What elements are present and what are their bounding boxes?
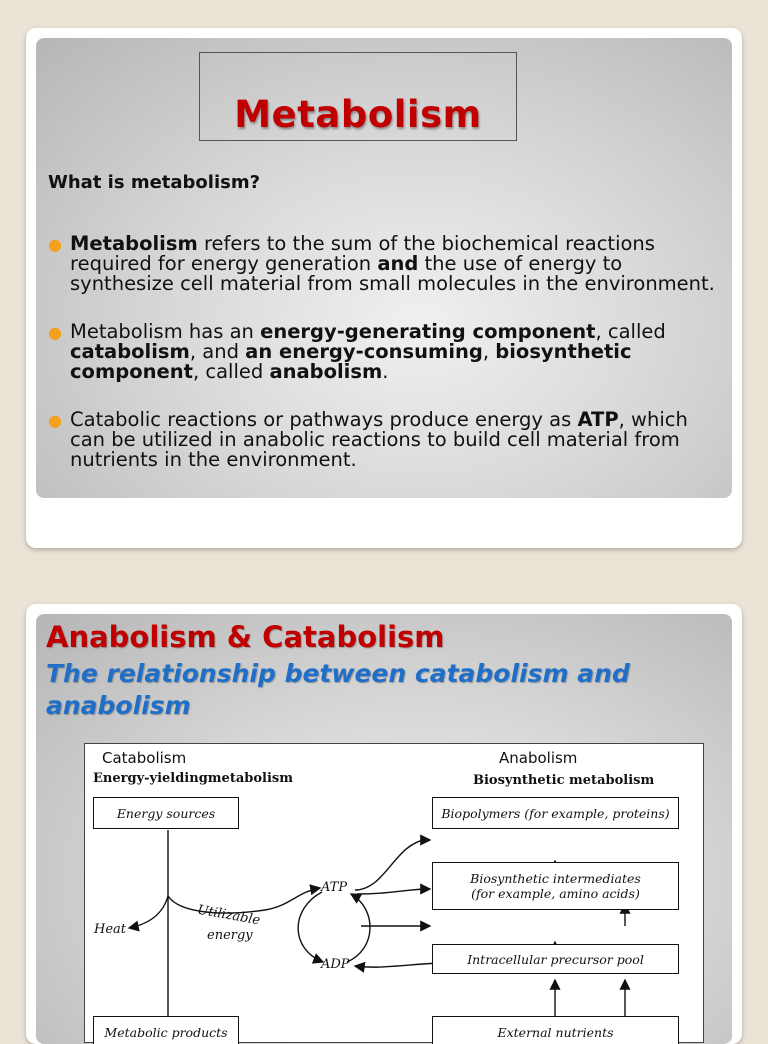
- bullet-dot-icon: ●: [48, 411, 62, 430]
- metabolic-products-box: Metabolic products: [93, 1016, 239, 1044]
- external-nutrients-box: External nutrients: [432, 1016, 679, 1044]
- intermediates-line-2: (for example, amino acids): [471, 886, 640, 901]
- intermediates-line-1: Biosynthetic intermediates: [470, 871, 641, 886]
- biopolymers-box: Biopolymers (for example, proteins): [432, 797, 679, 829]
- precursor-pool-box: Intracellular precursor pool: [432, 944, 679, 974]
- bullet-dot-icon: ●: [48, 323, 62, 342]
- slide-title: Metabolism: [234, 93, 482, 136]
- catabolism-sublabel: Energy-yieldingmetabolism: [93, 771, 293, 786]
- atp-label: ATP: [321, 880, 348, 895]
- biosynthetic-intermediates-box: [432, 862, 679, 910]
- slide-title: Anabolism & Catabolism: [46, 620, 445, 654]
- heat-label: Heat: [94, 922, 127, 937]
- atp-adp-cycle: [298, 892, 323, 962]
- slide-subtitle: The relationship between catabolism and anabolism: [46, 659, 630, 720]
- anabolism-label: Anabolism: [499, 749, 578, 767]
- metabolism-diagram: [84, 743, 704, 1043]
- catabolism-label: Catabolism: [102, 749, 187, 767]
- flow-arrow-biopolymers: [355, 840, 430, 890]
- bullet-text: Metabolism has an energy-generating component, called catabolism, and an energy-consuming, biosynthetic component, called anabolism.: [70, 320, 666, 383]
- slide-card-2: [26, 604, 742, 1044]
- slide-anabolism-catabolism: [36, 614, 732, 1044]
- flow-arrow-energy: [168, 888, 320, 913]
- bullet-text: Catabolic reactions or pathways produce energy as ATP, which can be utilized in anabolic reactions to build cell material from nutrients in the environment.: [70, 408, 688, 471]
- bullet-dot-icon: ●: [48, 235, 62, 254]
- energy-sources-box: Energy sources: [93, 797, 239, 829]
- flow-arrow-heat: [129, 896, 168, 928]
- anabolism-sublabel: Biosynthetic metabolism: [473, 773, 655, 788]
- slide-metabolism: [36, 38, 732, 498]
- bullet-item: [48, 234, 718, 294]
- adp-atp-return: [347, 894, 370, 962]
- flow-arrow-intermediates: [357, 889, 430, 894]
- bullet-item: [48, 322, 718, 382]
- title-box: [199, 52, 517, 141]
- utilizable-label: Utilizable: [196, 902, 262, 929]
- question-heading: What is metabolism?: [48, 172, 261, 193]
- bullet-text: Metabolism refers to the sum of the biochemical reactions required for energy generation and the use of energy to synthesize cell material from small molecules in the environment.: [70, 232, 715, 295]
- adp-label: ADP: [321, 957, 350, 972]
- bullet-list: [48, 234, 718, 470]
- bullet-item: [48, 410, 718, 470]
- energy-label: energy: [207, 928, 253, 943]
- slide-card-1: [26, 28, 742, 548]
